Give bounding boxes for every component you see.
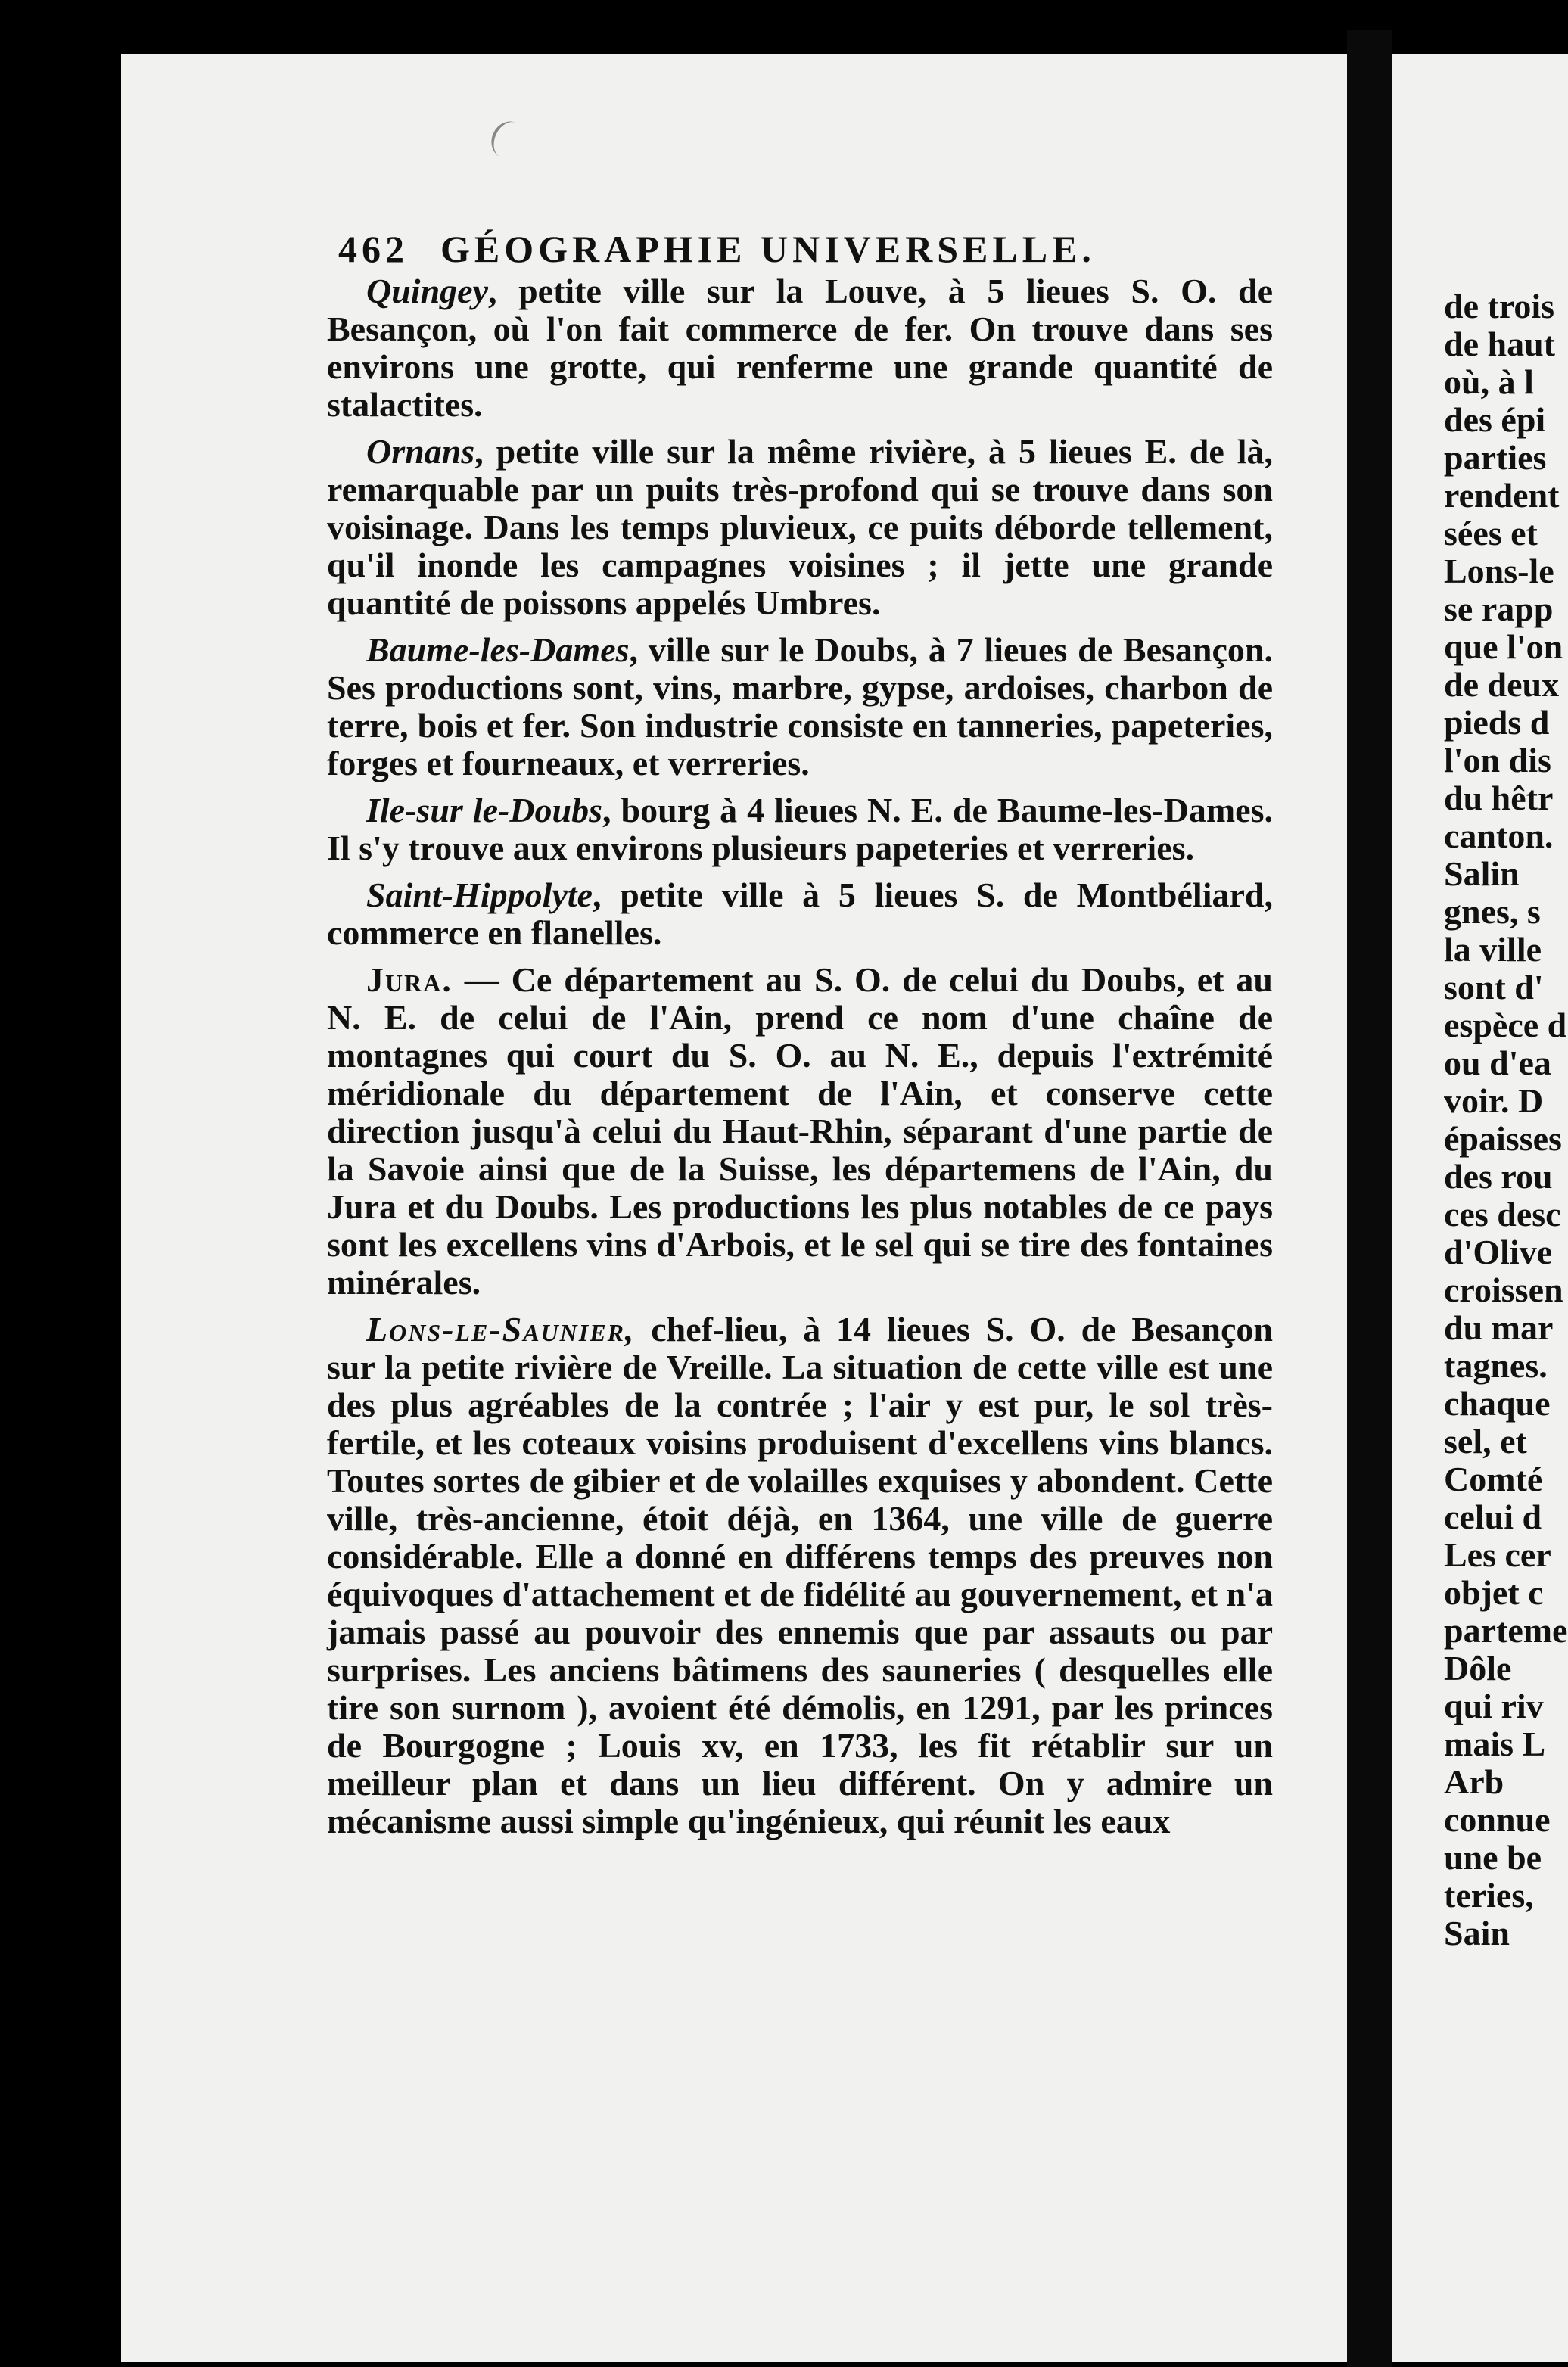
- right-page-line: la ville: [1444, 930, 1542, 969]
- paragraph-lons-le-saunier: Lons-le-Saunier, chef-lieu, à 14 lieues S. O. de Besançon sur la petite rivière de Vreille. La situation de cette ville est une des plus agréables de la contrée ; l'air y est pur, le sol très-fertile, et les coteaux voisins produisent d'excellens vins blancs. Toutes sortes de gibier et de volailles exquises y abondent. Cette ville, très-ancienne, étoit déjà, en 1364, une ville de guerre considérable. Elle a donné en différens temps des preuves non équivoques d'attachement et de fidélité au gouvernement, et n'a jamais passé au pouvoir des ennemis que par assauts ou par surprises. Les anciens bâtimens des sauneries ( desquelles elle tire son surnom ), avoient été démolis, en 1291, par les princes de Bourgogne ; Louis xv, en 1733, les fit rétablir sur un meilleur plan et dans un lieu différent. On y admire un mécanisme aussi simple qu'ingénieux, qui réunit les eaux: [327, 1310, 1273, 1840]
- right-page-line: chaque: [1444, 1384, 1551, 1423]
- paragraph-baume-les-dames: Baume-les-Dames, ville sur le Doubs, à 7 lieues de Besançon. Ses productions sont, vins, marbre, gypse, ardoises, charbon de terre, bois et fer. Son industrie consiste en tanneries, papeteries, forges et fourneaux, et verreries.: [327, 630, 1273, 782]
- right-page-line: d'Olive: [1444, 1233, 1553, 1271]
- right-page-line: Salin: [1444, 854, 1520, 893]
- right-page-line: sont d': [1444, 968, 1544, 1006]
- right-page-line: de trois: [1444, 287, 1555, 325]
- right-page-line: de deux: [1444, 665, 1560, 704]
- page-header: [338, 227, 1277, 271]
- paragraph-ile-sur-le-doubs: Ile-sur le-Doubs, bourg à 4 lieues N. E. de Baume-les-Dames. Il s'y trouve aux environs plusieurs papeteries et verreries.: [327, 791, 1273, 867]
- right-page-line: pieds d: [1444, 703, 1550, 742]
- paragraph-saint-hippolyte: Saint-Hippolyte, petite ville à 5 lieues S. de Montbéliard, commerce en flanelles.: [327, 876, 1273, 952]
- right-page-line: qui riv: [1444, 1687, 1544, 1725]
- right-page-line: sel, et: [1444, 1422, 1527, 1460]
- right-page-line: espèce d: [1444, 1006, 1567, 1044]
- right-page-line: ces desc: [1444, 1195, 1561, 1233]
- right-page-line: du mar: [1444, 1308, 1554, 1347]
- right-page-line: se rapp: [1444, 589, 1554, 628]
- department-name: Jura.: [366, 960, 453, 999]
- running-title: GÉOGRAPHIE UNIVERSELLE.: [440, 228, 1096, 270]
- right-page-line: du hêtr: [1444, 779, 1554, 817]
- right-page-line: des épi: [1444, 400, 1546, 439]
- right-page-line: connue: [1444, 1800, 1551, 1839]
- right-page-line: une be: [1444, 1838, 1542, 1877]
- right-page-line: Arb: [1444, 1762, 1504, 1801]
- right-page-line: épaisses: [1444, 1119, 1562, 1158]
- right-page-line: objet c: [1444, 1573, 1544, 1612]
- right-page-line: gnes, s: [1444, 892, 1541, 931]
- right-page-line: Sain: [1444, 1914, 1510, 1952]
- right-page-line: rendent: [1444, 476, 1560, 515]
- paragraph-jura: Jura. — Ce département au S. O. de celui du Doubs, et au N. E. de celui de l'Ain, prend ce nom d'une chaîne de montagnes qui court du S. O. au N. E., depuis l'extrémité méridionale du département de l'Ain, et conserve cette direction jusqu'à celui du Haut-Rhin, séparant d'une partie de la Savoie ainsi que de la Suisse, les départemens de l'Ain, du Jura et du Doubs. Les productions les plus notables de ce pays sont les excellens vins d'Arbois, et le sel qui se tire des fontaines minérales.: [327, 960, 1273, 1302]
- right-page-line: Comté: [1444, 1460, 1543, 1498]
- right-page-line: Lons-le: [1444, 552, 1554, 590]
- right-page-line: ou d'ea: [1444, 1044, 1551, 1082]
- right-page-line: parties: [1444, 438, 1547, 477]
- right-page-line: l'on dis: [1444, 741, 1551, 779]
- place-name: Saint-Hippolyte: [366, 876, 593, 914]
- right-page-text: [1444, 288, 1568, 1952]
- right-page-line: teries,: [1444, 1876, 1534, 1914]
- book-gutter: [1347, 30, 1392, 2367]
- right-page-line: des rou: [1444, 1157, 1553, 1196]
- place-name: Baume-les-Dames: [366, 630, 630, 669]
- right-page-line: de haut: [1444, 325, 1555, 363]
- place-name: Ornans: [366, 432, 475, 471]
- right-page-line: celui d: [1444, 1498, 1542, 1536]
- right-page-line: croissen: [1444, 1271, 1563, 1309]
- right-page-line: tagnes.: [1444, 1346, 1548, 1385]
- page-number: 462: [338, 228, 409, 270]
- place-name: Quingey: [366, 272, 488, 310]
- right-page-line: mais L: [1444, 1725, 1546, 1763]
- chef-lieu-name: Lons-le-Saunier,: [366, 1310, 636, 1348]
- paragraph-quingey: Quingey, petite ville sur la Louve, à 5 lieues S. O. de Besançon, où l'on fait commerce de fer. On trouve dans ses environs une grotte, qui renferme une grande quantité de stalactites.: [327, 272, 1273, 424]
- right-page-line: Dôle: [1444, 1649, 1512, 1687]
- right-page-line: que l'on: [1444, 627, 1563, 666]
- paragraph-ornans: Ornans, petite ville sur la même rivière, à 5 lieues E. de là, remarquable par un puits très-profond qui se trouve dans son voisinage. Dans les temps pluvieux, ce puits déborde tellement, qu'il inonde les campagnes voisines ; il jette une grande quantité de poissons appelés Umbres.: [327, 432, 1273, 622]
- right-page-line: parteme: [1444, 1611, 1568, 1650]
- right-page-line: Les cer: [1444, 1535, 1551, 1574]
- right-page-line: sées et: [1444, 514, 1538, 552]
- right-page-line: voir. D: [1444, 1081, 1544, 1120]
- right-page-line: où, à l: [1444, 362, 1534, 401]
- place-name: Ile-sur le-Doubs: [366, 791, 603, 829]
- body-text: [327, 272, 1273, 1849]
- right-page-line: canton.: [1444, 816, 1554, 855]
